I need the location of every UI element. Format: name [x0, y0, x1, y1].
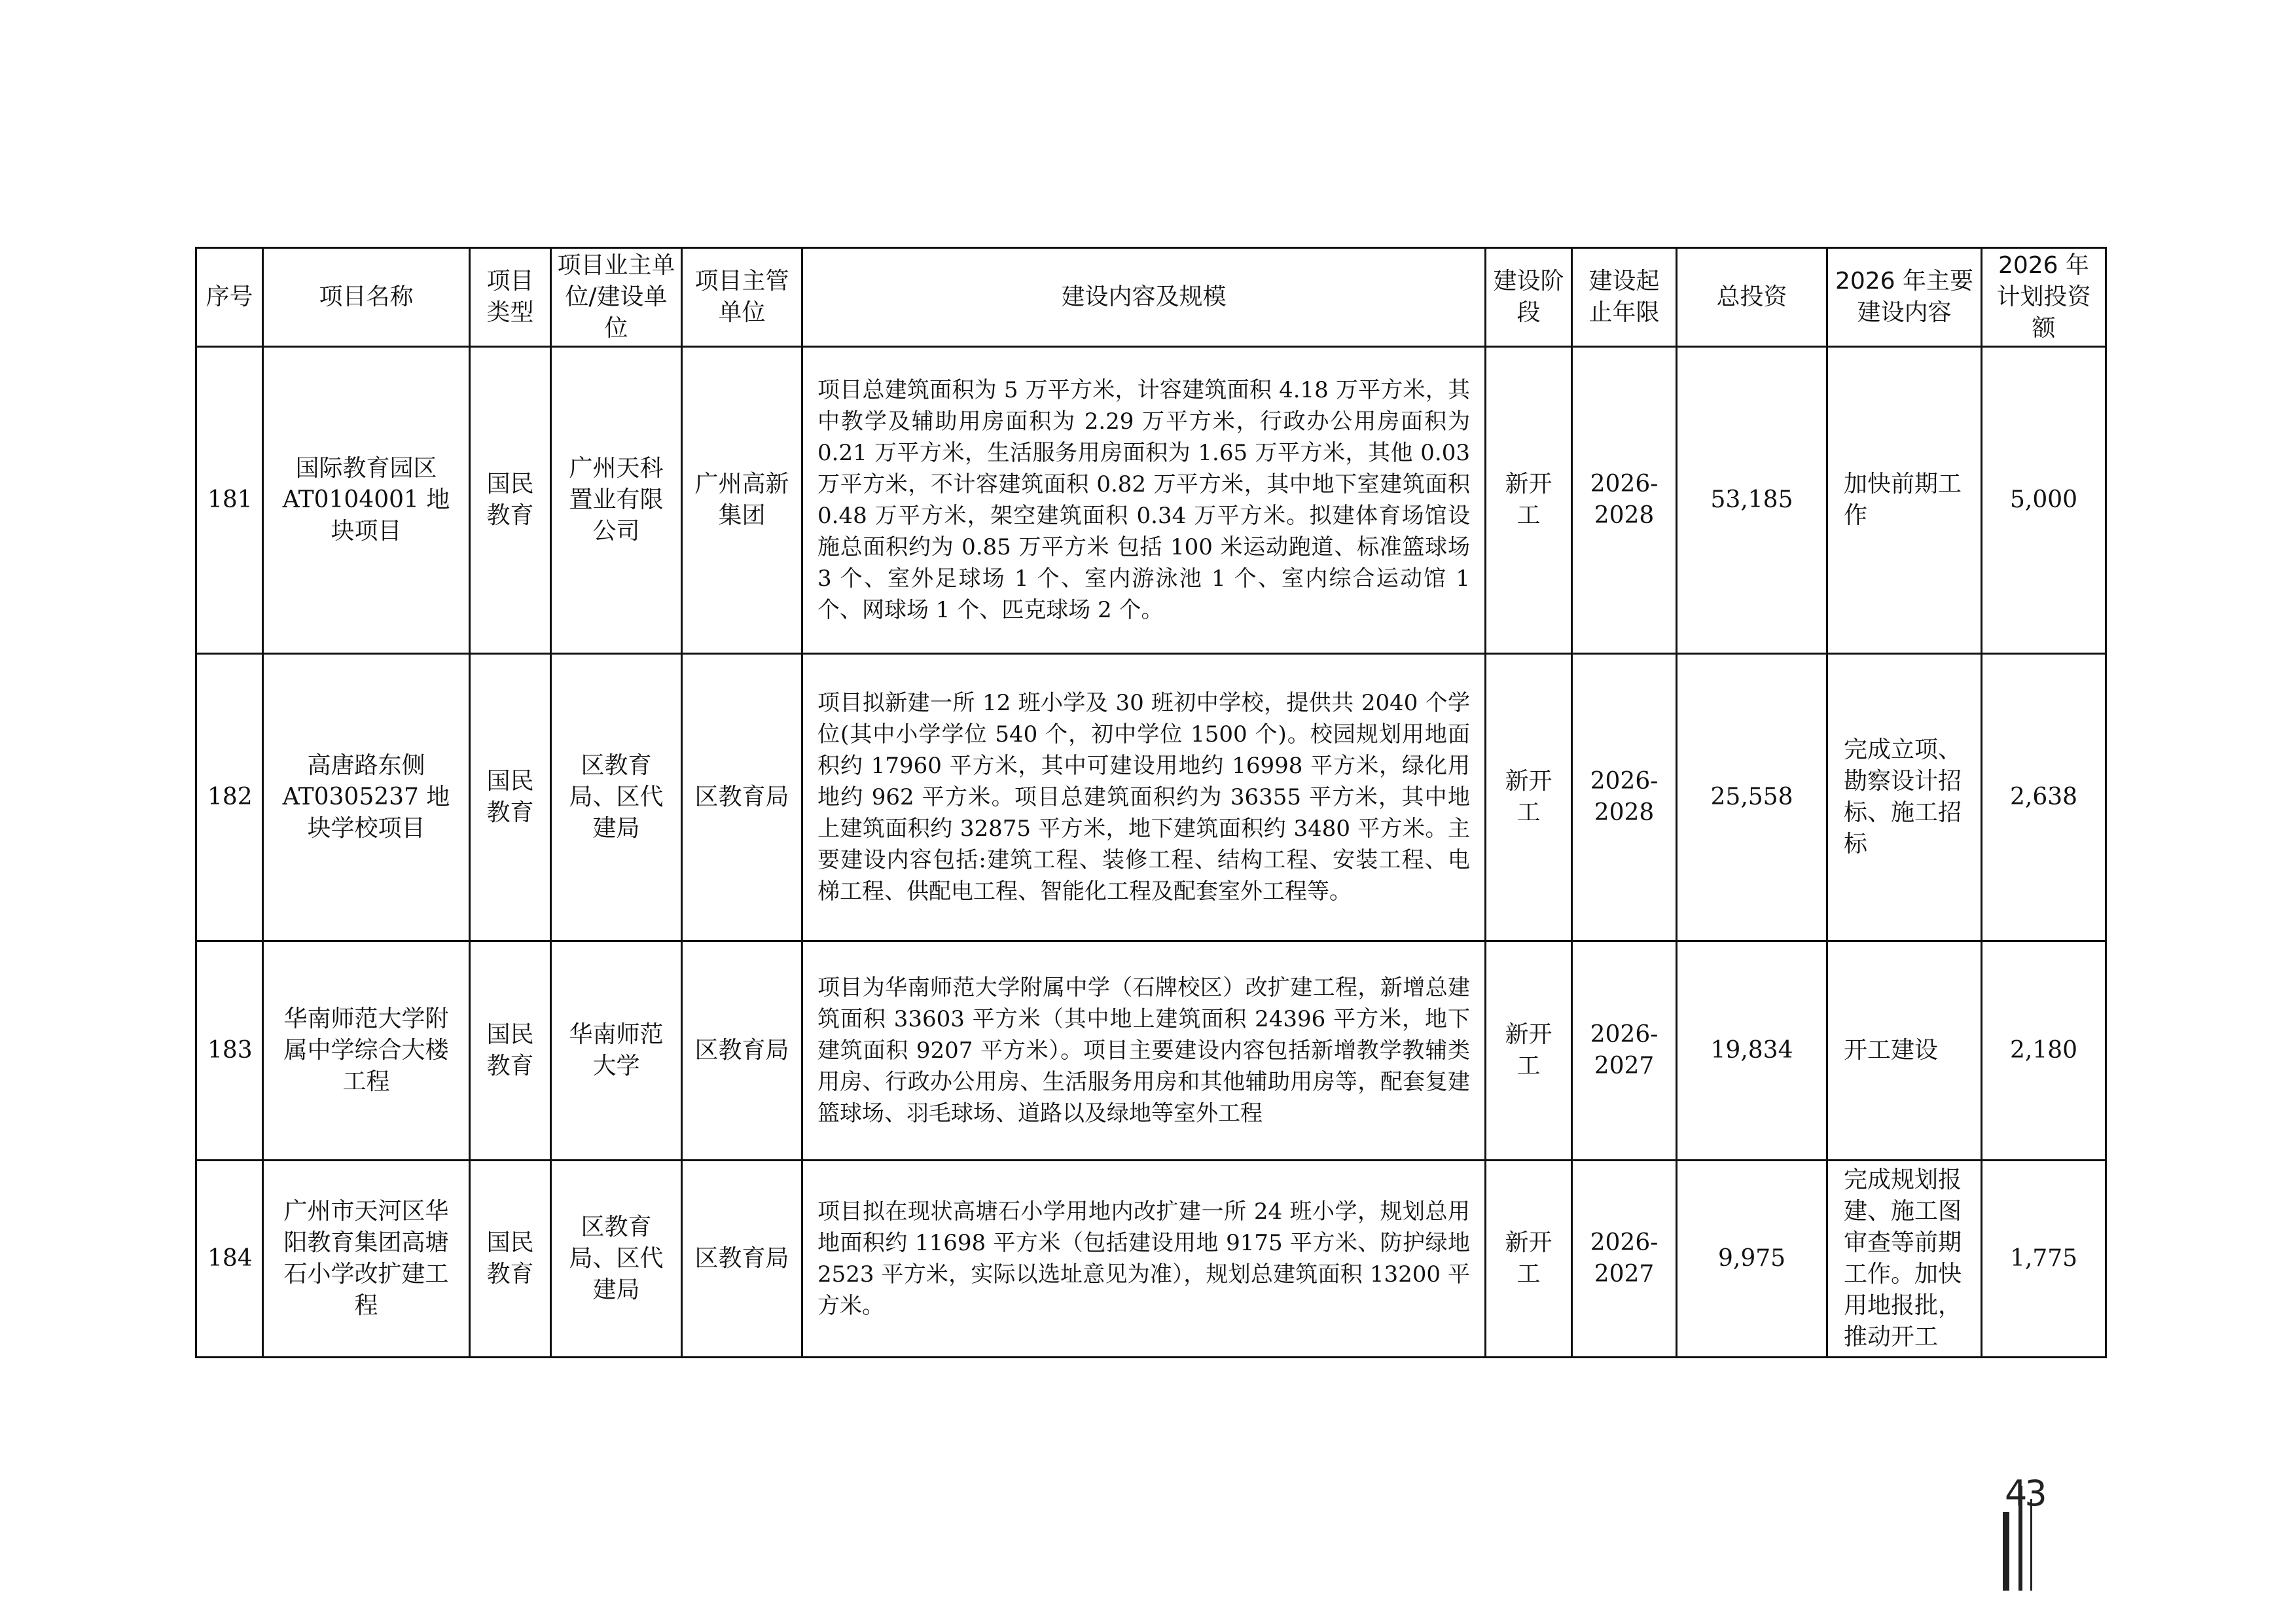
cell-name: 广州市天河区华阳教育集团高塘石小学改扩建工程 — [263, 1161, 470, 1358]
cell-stage: 新开工 — [1486, 654, 1572, 941]
cell-owner: 华南师范大学 — [551, 941, 682, 1161]
header-period: 建设起止年限 — [1572, 248, 1677, 347]
header-stage: 建设阶段 — [1486, 248, 1572, 347]
header-total: 总投资 — [1677, 248, 1827, 347]
cell-name: 华南师范大学附属中学综合大楼工程 — [263, 941, 470, 1161]
header-plan2026: 2026 年计划投资额 — [1982, 248, 2106, 347]
cell-seq: 181 — [196, 347, 263, 654]
cell-content: 项目拟在现状高塘石小学用地内改扩建一所 24 班小学，规划总用地面积约 11698 平方米（包括建设用地 9175 平方米、防护绿地 2523 平方米，实际以选址意见为准），规划总建筑面积 13200 平方米。 — [802, 1161, 1486, 1358]
cell-seq: 183 — [196, 941, 263, 1161]
project-table-container — [195, 247, 2105, 1358]
cell-total: 19,834 — [1677, 941, 1827, 1161]
cell-period: 2026-2027 — [1572, 1161, 1677, 1358]
cell-total: 53,185 — [1677, 347, 1827, 654]
cell-period: 2026-2028 — [1572, 654, 1677, 941]
cell-owner: 广州天科置业有限公司 — [551, 347, 682, 654]
cell-name: 高唐路东侧AT0305237 地块学校项目 — [263, 654, 470, 941]
header-work2026: 2026 年主要建设内容 — [1827, 248, 1982, 347]
cell-content: 项目拟新建一所 12 班小学及 30 班初中学校，提供共 2040 个学位(其中小学学位 540 个，初中学位 1500 个)。校园规划用地面积约 17960 平方米，其中可建设用地约 16998 平方米，绿化用地约 962 平方米。项目总建筑面积约为 36355 平方米，其中地上建筑面积约 32875 平方米，地下建筑面积约 3480 平方米。主要建设内容包括:建筑工程、装修工程、结构工程、安装工程、电梯工程、供配电工程、智能化工程及配套室外工程等。 — [802, 654, 1486, 941]
header-authority: 项目主管单位 — [682, 248, 802, 347]
cell-type: 国民教育 — [470, 347, 551, 654]
cell-total: 9,975 — [1677, 1161, 1827, 1358]
cell-authority: 区教育局 — [682, 654, 802, 941]
project-table — [195, 247, 2107, 1358]
cell-authority: 区教育局 — [682, 1161, 802, 1358]
header-owner: 项目业主单位/建设单位 — [551, 248, 682, 347]
header-type: 项目类型 — [470, 248, 551, 347]
cell-plan2026: 2,638 — [1982, 654, 2106, 941]
cell-type: 国民教育 — [470, 654, 551, 941]
cell-stage: 新开工 — [1486, 1161, 1572, 1358]
cell-plan2026: 5,000 — [1982, 347, 2106, 654]
cell-work2026: 完成规划报建、施工图审查等前期工作。加快用地报批，推动开工 — [1827, 1161, 1982, 1358]
cell-stage: 新开工 — [1486, 941, 1572, 1161]
page-number: 43 — [2005, 1473, 2045, 1514]
cell-authority: 广州高新集团 — [682, 347, 802, 654]
header-name: 项目名称 — [263, 248, 470, 347]
table-row — [196, 347, 2106, 654]
header-content: 建设内容及规模 — [802, 248, 1486, 347]
cell-plan2026: 1,775 — [1982, 1161, 2106, 1358]
cell-plan2026: 2,180 — [1982, 941, 2106, 1161]
cell-work2026: 开工建设 — [1827, 941, 1982, 1161]
table-row — [196, 1161, 2106, 1358]
cell-total: 25,558 — [1677, 654, 1827, 941]
header-seq: 序号 — [196, 248, 263, 347]
cell-content: 项目总建筑面积为 5 万平方米，计容建筑面积 4.18 万平方米，其中教学及辅助用房面积为 2.29 万平方米，行政办公用房面积为 0.21 万平方米，生活服务用房面积为 1.65 万平方米，其他 0.03 万平方米，不计容建筑面积 0.82 万平方米，其中地下室建筑面积 0.48 万平方米，架空建筑面积 0.34 万平方米。拟建体育场馆设施总面积约为 0.85 万平方米 包括 100 米运动跑道、标准篮球场 3 个、室外足球场 1 个、室内游泳池 1 个、室内综合运动馆 1 个、网球场 1 个、匹克球场 2 个。 — [802, 347, 1486, 654]
cell-period: 2026-2028 — [1572, 347, 1677, 654]
table-row — [196, 654, 2106, 941]
cell-authority: 区教育局 — [682, 941, 802, 1161]
table-header-row — [196, 248, 2106, 347]
cell-work2026: 完成立项、勘察设计招标、施工招标 — [1827, 654, 1982, 941]
cell-seq: 184 — [196, 1161, 263, 1358]
cell-stage: 新开工 — [1486, 347, 1572, 654]
table-row — [196, 941, 2106, 1161]
cell-content: 项目为华南师范大学附属中学（石牌校区）改扩建工程，新增总建筑面积 33603 平方米（其中地上建筑面积 24396 平方米，地下建筑面积 9207 平方米）。项目主要建设内容包括新增教学教辅类用房、行政办公用房、生活服务用房和其他辅助用房等，配套复建篮球场、羽毛球场、道路以及绿地等室外工程 — [802, 941, 1486, 1161]
cell-owner: 区教育局、区代建局 — [551, 654, 682, 941]
cell-period: 2026-2027 — [1572, 941, 1677, 1161]
cell-name: 国际教育园区AT0104001 地块项目 — [263, 347, 470, 654]
cell-owner: 区教育局、区代建局 — [551, 1161, 682, 1358]
cell-work2026: 加快前期工作 — [1827, 347, 1982, 654]
cell-type: 国民教育 — [470, 941, 551, 1161]
cell-type: 国民教育 — [470, 1161, 551, 1358]
cell-seq: 182 — [196, 654, 263, 941]
